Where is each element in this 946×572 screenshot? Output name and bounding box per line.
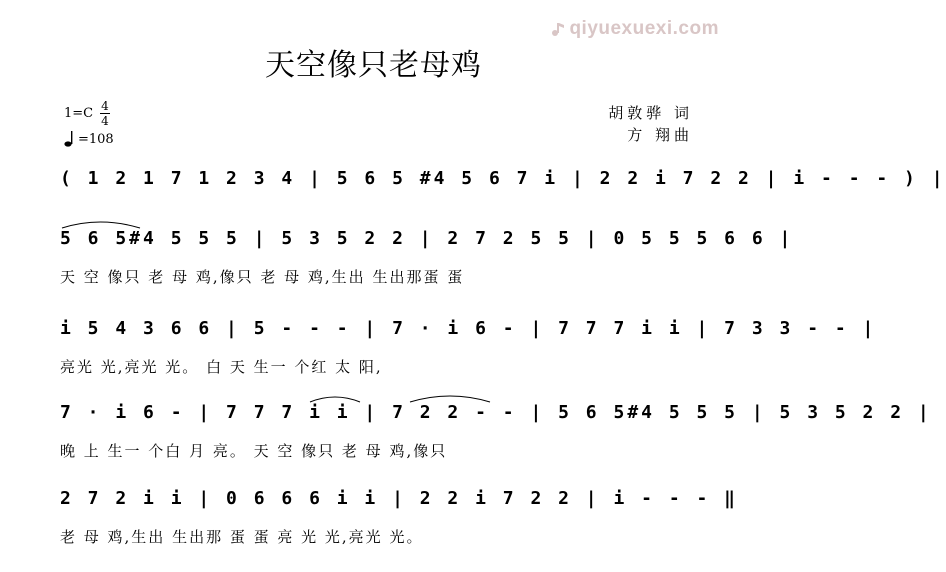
notes-line: 2 7 2 i i | 0 6 6 6 i i | 2 2 i 7 2 2 | i - - - ‖ xyxy=(60,488,739,509)
music-note-icon xyxy=(551,21,565,37)
lyrics-line: 老 母 鸡,生出 生出那 蛋 蛋 亮 光 光,亮光 光。 xyxy=(60,528,424,546)
time-signature-bottom: 4 xyxy=(101,114,109,128)
notes-line: 5 6 5#4 5 5 5 | 5 3 5 2 2 | 2 7 2 5 5 | 0 5 5 5 6 6 | xyxy=(60,228,794,249)
notes-line: ( 1 2 1 7 1 2 3 4 | 5 6 5 #4 5 6 7 i | 2 2 i 7 2 2 | i - - - ) | xyxy=(60,168,946,189)
time-signature-top: 4 xyxy=(101,99,109,113)
notes-line: i 5 4 3 6 6 | 5 - - - | 7 · i 6 - | 7 7 7 i i | 7 3 3 - - | xyxy=(60,318,877,339)
watermark-text: qiyuexuexi.com xyxy=(569,18,719,39)
tempo-value: =108 xyxy=(78,131,114,147)
lyricist-credit: 胡敦骅 词 xyxy=(608,104,693,122)
song-title: 天空像只老母鸡 xyxy=(265,48,482,83)
lyrics-line: 天 空 像只 老 母 鸡,像只 老 母 鸡,生出 生出那蛋 蛋 xyxy=(60,268,465,286)
watermark xyxy=(551,18,719,40)
composer-credit: 方 翔曲 xyxy=(627,126,693,144)
key-signature: 1=C xyxy=(64,106,94,121)
notes-line: 7 · i 6 - | 7 7 7 i i | 7 2 2 - - | 5 6 5#4 5 5 5 | 5 3 5 2 2 | xyxy=(60,402,932,423)
tempo-marking xyxy=(64,130,114,148)
quarter-note-icon xyxy=(64,130,76,148)
time-signature xyxy=(100,100,110,127)
lyrics-line: 亮光 光,亮光 光。 白 天 生一 个红 太 阳, xyxy=(60,358,383,376)
lyrics-line: 晚 上 生一 个白 月 亮。 天 空 像只 老 母 鸡,像只 xyxy=(60,442,448,460)
